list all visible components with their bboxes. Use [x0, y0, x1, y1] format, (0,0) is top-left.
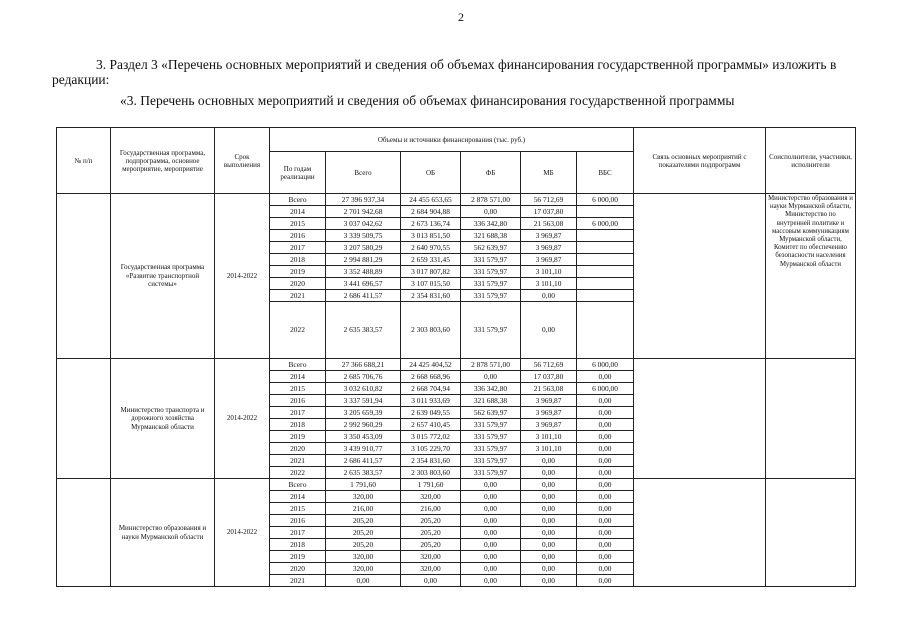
coexec-cell [766, 479, 856, 587]
num-cell [57, 479, 111, 587]
ob-cell: 3 017 807,82 [401, 266, 461, 278]
header-ob: ОБ [401, 152, 461, 194]
vbs-cell [577, 254, 634, 266]
year-cell: 2017 [270, 527, 326, 539]
vbs-cell: 6 000,00 [577, 218, 634, 230]
fb-cell: 562 639,97 [461, 242, 521, 254]
funding-table [56, 127, 856, 587]
fb-cell: 0,00 [461, 503, 521, 515]
vbs-cell [577, 290, 634, 302]
year-cell: 2014 [270, 491, 326, 503]
mb-cell: 3 101,10 [521, 278, 577, 290]
year-cell: 2021 [270, 455, 326, 467]
total-cell: 2 685 706,76 [326, 371, 401, 383]
total-cell: 27 396 937,34 [326, 194, 401, 206]
total-cell: 1 791,60 [326, 479, 401, 491]
total-cell: 3 337 591,94 [326, 395, 401, 407]
table-body [57, 194, 856, 587]
vbs-cell: 0,00 [577, 539, 634, 551]
total-cell: 3 441 696,57 [326, 278, 401, 290]
fb-cell: 331 579,97 [461, 419, 521, 431]
year-cell: Всего [270, 479, 326, 491]
period-cell: 2014-2022 [215, 479, 270, 587]
ob-cell: 0,00 [401, 575, 461, 587]
mb-cell: 3 969,87 [521, 254, 577, 266]
ob-cell: 3 107 015,50 [401, 278, 461, 290]
vbs-cell: 0,00 [577, 467, 634, 479]
mb-cell: 0,00 [521, 503, 577, 515]
year-cell: 2015 [270, 503, 326, 515]
vbs-cell: 0,00 [577, 575, 634, 587]
mb-cell: 0,00 [521, 479, 577, 491]
vbs-cell: 0,00 [577, 443, 634, 455]
vbs-cell: 0,00 [577, 503, 634, 515]
total-cell: 320,00 [326, 491, 401, 503]
mb-cell: 3 101,10 [521, 443, 577, 455]
vbs-cell: 0,00 [577, 527, 634, 539]
fb-cell: 0,00 [461, 515, 521, 527]
vbs-cell: 0,00 [577, 419, 634, 431]
fb-cell: 331 579,97 [461, 266, 521, 278]
total-cell: 2 994 881,29 [326, 254, 401, 266]
header-period: Срок выполнения [215, 128, 270, 194]
year-cell: 2019 [270, 266, 326, 278]
vbs-cell: 0,00 [577, 563, 634, 575]
total-cell: 2 686 411,57 [326, 455, 401, 467]
mb-cell: 0,00 [521, 467, 577, 479]
fb-cell: 336 342,80 [461, 218, 521, 230]
link-cell [634, 479, 766, 587]
year-cell: 2019 [270, 431, 326, 443]
year-cell: 2015 [270, 383, 326, 395]
header-vbs: ВБС [577, 152, 634, 194]
fb-cell: 331 579,97 [461, 467, 521, 479]
table-row [57, 359, 856, 371]
header-program: Государственная программа, подпрограмма, основное мероприятие, мероприятие [111, 128, 215, 194]
header-by-year: По годам реализации [270, 152, 326, 194]
year-cell: 2021 [270, 290, 326, 302]
year-cell: 2016 [270, 515, 326, 527]
year-cell: 2014 [270, 206, 326, 218]
fb-cell: 331 579,97 [461, 254, 521, 266]
mb-cell: 0,00 [521, 302, 577, 359]
vbs-cell: 0,00 [577, 515, 634, 527]
fb-cell: 331 579,97 [461, 278, 521, 290]
mb-cell: 0,00 [521, 290, 577, 302]
fb-cell: 562 639,97 [461, 407, 521, 419]
fb-cell: 331 579,97 [461, 290, 521, 302]
mb-cell: 0,00 [521, 563, 577, 575]
vbs-cell [577, 206, 634, 218]
total-cell: 3 339 509,75 [326, 230, 401, 242]
fb-cell: 0,00 [461, 575, 521, 587]
vbs-cell: 0,00 [577, 455, 634, 467]
ob-cell: 320,00 [401, 491, 461, 503]
mb-cell: 0,00 [521, 515, 577, 527]
ob-cell: 2 659 331,45 [401, 254, 461, 266]
year-cell: 2017 [270, 407, 326, 419]
vbs-cell: 0,00 [577, 551, 634, 563]
fb-cell: 321 688,38 [461, 395, 521, 407]
mb-cell: 0,00 [521, 527, 577, 539]
vbs-cell: 0,00 [577, 371, 634, 383]
year-cell: 2018 [270, 254, 326, 266]
vbs-cell: 6 000,00 [577, 359, 634, 371]
fb-cell: 2 878 571,00 [461, 359, 521, 371]
fb-cell: 0,00 [461, 491, 521, 503]
num-cell [57, 359, 111, 479]
vbs-cell: 0,00 [577, 395, 634, 407]
mb-cell: 21 563,08 [521, 383, 577, 395]
fb-cell: 336 342,80 [461, 383, 521, 395]
header-link: Связь основных мероприятий с показателями подпрограмм [634, 128, 766, 194]
year-cell: 2018 [270, 419, 326, 431]
ob-cell: 2 657 410,45 [401, 419, 461, 431]
total-cell: 205,20 [326, 527, 401, 539]
fb-cell: 0,00 [461, 551, 521, 563]
mb-cell: 0,00 [521, 491, 577, 503]
mb-cell: 0,00 [521, 551, 577, 563]
ob-cell: 24 455 653,65 [401, 194, 461, 206]
fb-cell: 321 688,38 [461, 230, 521, 242]
ob-cell: 24 425 404,52 [401, 359, 461, 371]
link-cell [634, 194, 766, 359]
vbs-cell [577, 302, 634, 359]
ob-cell: 205,20 [401, 515, 461, 527]
ob-cell: 2 354 831,60 [401, 290, 461, 302]
fb-cell: 331 579,97 [461, 302, 521, 359]
vbs-cell [577, 242, 634, 254]
total-cell: 2 701 942,68 [326, 206, 401, 218]
mb-cell: 0,00 [521, 539, 577, 551]
mb-cell: 3 969,87 [521, 242, 577, 254]
mb-cell: 17 037,80 [521, 206, 577, 218]
mb-cell: 17 037,80 [521, 371, 577, 383]
mb-cell: 3 101,10 [521, 266, 577, 278]
vbs-cell [577, 266, 634, 278]
ob-cell: 2 303 803,60 [401, 467, 461, 479]
page-number: 2 [458, 10, 464, 24]
mb-cell: 3 969,87 [521, 395, 577, 407]
table-row [57, 479, 856, 491]
total-cell: 3 207 580,29 [326, 242, 401, 254]
year-cell: 2015 [270, 218, 326, 230]
header-mb: МБ [521, 152, 577, 194]
ob-cell: 205,20 [401, 527, 461, 539]
year-cell: 2020 [270, 563, 326, 575]
year-cell: 2016 [270, 230, 326, 242]
program-cell: Министерство образования и науки Мурманской области [111, 479, 215, 587]
fb-cell: 0,00 [461, 527, 521, 539]
total-cell: 2 992 960,29 [326, 419, 401, 431]
mb-cell: 56 712,69 [521, 194, 577, 206]
total-cell: 3 439 910,77 [326, 443, 401, 455]
fb-cell: 331 579,97 [461, 455, 521, 467]
total-cell: 27 366 688,21 [326, 359, 401, 371]
year-cell: Всего [270, 194, 326, 206]
coexec-cell: Министерство образования и науки Мурманской области, Министерство по внутренней политике и массовым коммуникациям Мурманской области, Комитет по обеспечению безопасности населения Мурманской области [766, 194, 856, 359]
total-cell: 3 032 610,82 [326, 383, 401, 395]
vbs-cell [577, 230, 634, 242]
year-cell: 2017 [270, 242, 326, 254]
ob-cell: 2 354 831,60 [401, 455, 461, 467]
mb-cell: 0,00 [521, 575, 577, 587]
program-cell: Министерство транспорта и дорожного хозяйства Мурманской области [111, 359, 215, 479]
total-cell: 216,00 [326, 503, 401, 515]
mb-cell: 3 101,10 [521, 431, 577, 443]
vbs-cell: 0,00 [577, 431, 634, 443]
section-instruction: 3. Раздел 3 «Перечень основных мероприятий и сведения об объемах финансирования государственной программы» изложить в редакции: [52, 57, 837, 87]
year-cell: 2021 [270, 575, 326, 587]
header-fb: ФБ [461, 152, 521, 194]
header-total: Всего [326, 152, 401, 194]
fb-cell: 331 579,97 [461, 443, 521, 455]
year-cell: Всего [270, 359, 326, 371]
total-cell: 205,20 [326, 515, 401, 527]
total-cell: 3 352 488,89 [326, 266, 401, 278]
year-cell: 2020 [270, 278, 326, 290]
total-cell: 2 635 383,57 [326, 467, 401, 479]
header-funding: Объемы и источники финансирования (тыс. руб.) [270, 128, 634, 152]
vbs-cell: 0,00 [577, 491, 634, 503]
total-cell: 3 037 042,62 [326, 218, 401, 230]
total-cell: 3 205 659,39 [326, 407, 401, 419]
ob-cell: 2 668 704,94 [401, 383, 461, 395]
ob-cell: 3 015 772,02 [401, 431, 461, 443]
table-row [57, 194, 856, 206]
ob-cell: 205,20 [401, 539, 461, 551]
vbs-cell [577, 278, 634, 290]
year-cell: 2014 [270, 371, 326, 383]
ob-cell: 2 684 904,88 [401, 206, 461, 218]
total-cell: 3 350 453,09 [326, 431, 401, 443]
header-coexec: Соисполнители, участники, исполнители [766, 128, 856, 194]
fb-cell: 0,00 [461, 206, 521, 218]
mb-cell: 3 969,87 [521, 407, 577, 419]
ob-cell: 216,00 [401, 503, 461, 515]
vbs-cell: 6 000,00 [577, 383, 634, 395]
header-num: № п/п [57, 128, 111, 194]
ob-cell: 1 791,60 [401, 479, 461, 491]
ob-cell: 2 639 049,55 [401, 407, 461, 419]
fb-cell: 331 579,97 [461, 431, 521, 443]
year-cell: 2022 [270, 302, 326, 359]
year-cell: 2022 [270, 467, 326, 479]
ob-cell: 3 105 229,70 [401, 443, 461, 455]
ob-cell: 2 668 668,96 [401, 371, 461, 383]
fb-cell: 2 878 571,00 [461, 194, 521, 206]
mb-cell: 0,00 [521, 455, 577, 467]
ob-cell: 3 011 933,69 [401, 395, 461, 407]
year-cell: 2016 [270, 395, 326, 407]
ob-cell: 320,00 [401, 563, 461, 575]
mb-cell: 56 712,69 [521, 359, 577, 371]
num-cell [57, 194, 111, 359]
ob-cell: 2 303 803,60 [401, 302, 461, 359]
total-cell: 320,00 [326, 563, 401, 575]
year-cell: 2018 [270, 539, 326, 551]
period-cell: 2014-2022 [215, 359, 270, 479]
fb-cell: 0,00 [461, 563, 521, 575]
ob-cell: 2 673 136,74 [401, 218, 461, 230]
ob-cell: 320,00 [401, 551, 461, 563]
vbs-cell: 6 000,00 [577, 194, 634, 206]
year-cell: 2019 [270, 551, 326, 563]
total-cell: 2 686 411,57 [326, 290, 401, 302]
mb-cell: 3 969,87 [521, 230, 577, 242]
program-cell: Государственная программа «Развитие транспортной системы» [111, 194, 215, 359]
total-cell: 2 635 383,57 [326, 302, 401, 359]
fb-cell: 0,00 [461, 371, 521, 383]
total-cell: 205,20 [326, 539, 401, 551]
ob-cell: 2 640 970,55 [401, 242, 461, 254]
section-title: «3. Перечень основных мероприятий и сведения об объемах финансирования государственной программы [120, 93, 735, 108]
fb-cell: 0,00 [461, 479, 521, 491]
total-cell: 0,00 [326, 575, 401, 587]
period-cell: 2014-2022 [215, 194, 270, 359]
fb-cell: 0,00 [461, 539, 521, 551]
total-cell: 320,00 [326, 551, 401, 563]
mb-cell: 3 969,87 [521, 419, 577, 431]
ob-cell: 3 013 851,50 [401, 230, 461, 242]
vbs-cell: 0,00 [577, 407, 634, 419]
vbs-cell: 0,00 [577, 479, 634, 491]
year-cell: 2020 [270, 443, 326, 455]
link-cell [634, 359, 766, 479]
coexec-cell [766, 359, 856, 479]
mb-cell: 21 563,08 [521, 218, 577, 230]
